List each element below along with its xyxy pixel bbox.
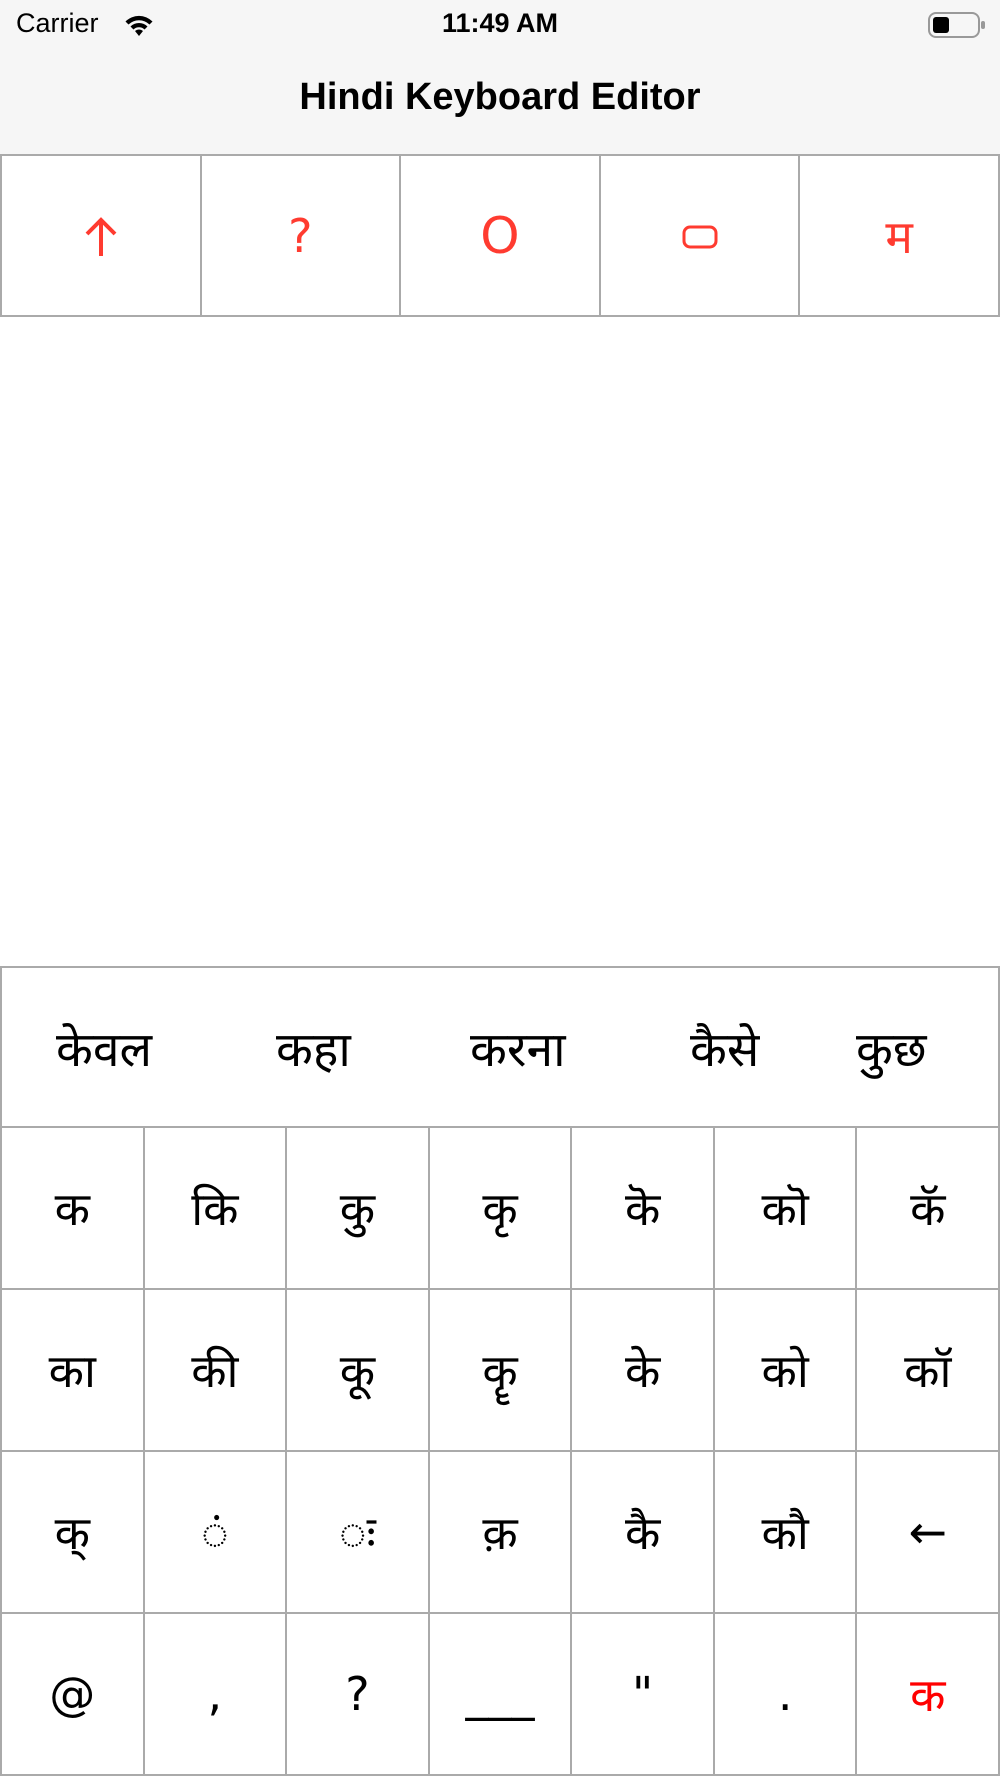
circle-letter-icon: O (480, 206, 520, 265)
key[interactable]: क (0, 1126, 145, 1290)
key[interactable]: कॆ (570, 1126, 715, 1290)
key[interactable]: . (713, 1612, 858, 1776)
key[interactable]: ___ (428, 1612, 573, 1776)
keyboard-row (0, 1614, 1000, 1776)
key[interactable]: कु (285, 1126, 430, 1290)
editor-toolbar (0, 154, 1000, 317)
key[interactable]: ? (285, 1612, 430, 1776)
key[interactable]: का (0, 1288, 145, 1452)
suggestion-item[interactable]: कहा (276, 1022, 351, 1078)
navigation-bar (0, 50, 1000, 154)
key[interactable]: " (570, 1612, 715, 1776)
keyboard-row (0, 1290, 1000, 1452)
status-time: 11:49 AM (441, 8, 559, 38)
key[interactable]: क़ (428, 1450, 573, 1614)
key[interactable]: ◌ः (285, 1450, 430, 1614)
rounded-rect-icon (680, 221, 720, 251)
suggestion-item[interactable]: करना (470, 1022, 566, 1078)
suggestion-item[interactable]: कुछ (856, 1022, 927, 1078)
arrow-up-icon (81, 214, 121, 258)
text-editor-area[interactable] (0, 317, 1000, 967)
backspace-key[interactable]: ← (855, 1450, 1000, 1614)
battery-icon (928, 11, 986, 39)
language-button[interactable] (798, 154, 1000, 317)
key[interactable]: कॅ (855, 1126, 1000, 1290)
carrier-label: Carrier (16, 8, 99, 38)
keyboard-row (0, 1128, 1000, 1290)
circle-button[interactable] (399, 154, 601, 317)
shift-button[interactable] (0, 154, 202, 317)
key[interactable]: कॉ (855, 1288, 1000, 1452)
key[interactable]: के (570, 1288, 715, 1452)
help-button[interactable] (200, 154, 402, 317)
question-icon: ? (288, 208, 313, 263)
keyboard-grid (0, 1128, 1000, 1778)
suggestion-item[interactable]: कैसे (690, 1022, 760, 1078)
status-bar (0, 0, 1000, 50)
key[interactable]: , (143, 1612, 288, 1776)
keyboard-row (0, 1452, 1000, 1614)
key[interactable]: @ (0, 1612, 145, 1776)
key[interactable]: की (143, 1288, 288, 1452)
page-title: Hindi Keyboard Editor (299, 76, 701, 118)
key[interactable]: कृ (428, 1126, 573, 1290)
keyboard-switch-key[interactable]: क (855, 1612, 1000, 1776)
key[interactable]: कि (143, 1126, 288, 1290)
rectangle-button[interactable] (599, 154, 801, 317)
key[interactable]: को (713, 1288, 858, 1452)
suggestion-bar (0, 966, 1000, 1128)
key[interactable]: कू (285, 1288, 430, 1452)
suggestion-item[interactable]: केवल (56, 1022, 153, 1078)
key[interactable]: कॄ (428, 1288, 573, 1452)
hindi-ma-icon: म (885, 209, 913, 264)
key[interactable]: क् (0, 1450, 145, 1614)
key[interactable]: कै (570, 1450, 715, 1614)
key[interactable]: कौ (713, 1450, 858, 1614)
key[interactable]: ◌ं (143, 1450, 288, 1614)
key[interactable]: कॊ (713, 1126, 858, 1290)
